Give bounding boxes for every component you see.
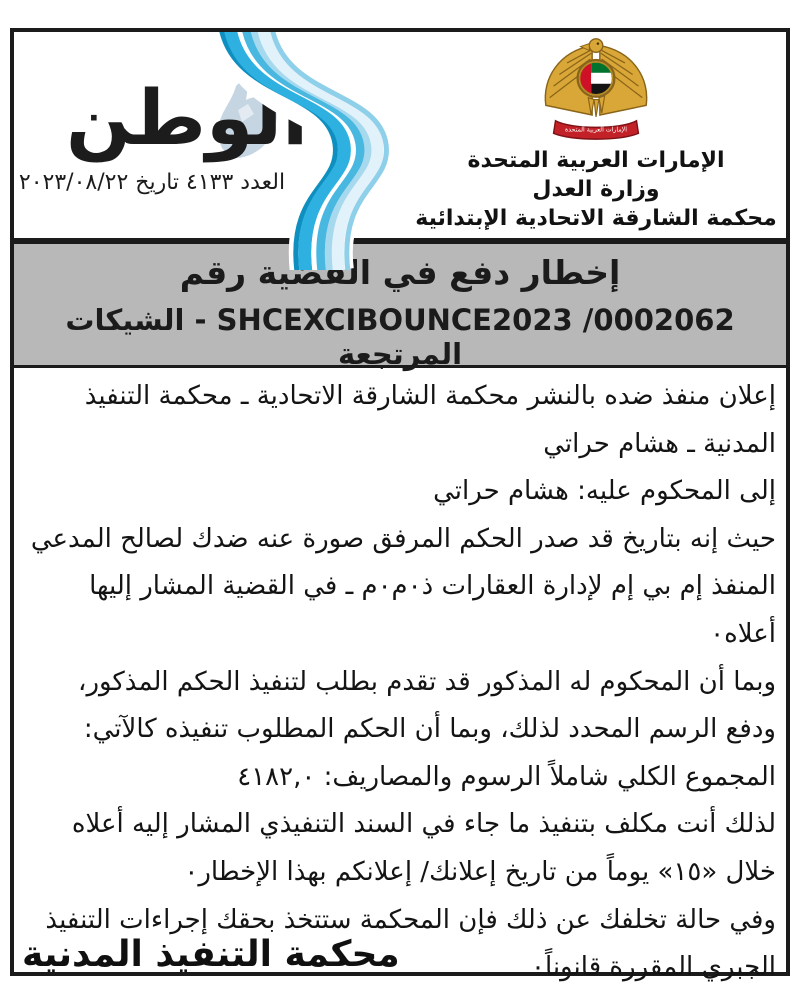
- body-line: وبما أن المحكوم له المذكور قد تقدم بطلب لتنفيذ الحكم المذكور،: [78, 666, 776, 697]
- notice-body: [22, 373, 776, 992]
- body-line: خلال «١٥» يوماً من تاريخ إعلانك/ إعلانكم بهذا الإخطار٠: [184, 856, 776, 887]
- body-line: وفي حالة تخلفك عن ذلك فإن المحكمة ستتخذ بحقك إجراءات التنفيذ: [45, 904, 776, 935]
- notice-header-band: [14, 238, 786, 371]
- authority-ministry: وزارة العدل: [532, 177, 660, 202]
- body-line: لذلك أنت مكلف بتنفيذ ما جاء في السند التنفيذي المشار إليه أعلاه: [71, 809, 776, 840]
- body-line: الجبري المقررة قانوناً٠: [531, 952, 776, 983]
- body-line: المدنية ـ هشام حراتي: [543, 428, 776, 459]
- body-line-total-amount: المجموع الكلي شاملاً الرسوم والمصاريف: ٤١٨٢,٠: [237, 761, 776, 792]
- notice-frame: [10, 28, 790, 983]
- authority-country: الإمارات العربية المتحدة: [467, 148, 725, 173]
- notice-title: إخطار دفع في القضية رقم: [179, 253, 621, 292]
- issuing-authority-block: [406, 32, 786, 233]
- newspaper-logo-alwatan: الوطن: [66, 73, 309, 162]
- uae-falcon-emblem-icon: [538, 34, 654, 142]
- body-line: إلى المحكوم عليه: هشام حراتي: [433, 476, 776, 507]
- body-line: إعلان منفذ ضده بالنشر محكمة الشارقة الاتحادية ـ محكمة التنفيذ: [84, 381, 776, 411]
- court-signature: محكمة التنفيذ المدنية: [22, 933, 400, 975]
- emblem-ribbon-text: الإمارات العربية المتحدة: [565, 126, 627, 134]
- issue-date-line: العدد ٤١٣٣ تاريخ ٢٠٢٣/٠٨/٢٢: [18, 170, 286, 195]
- masthead: [14, 32, 786, 238]
- body-line: حيث إنه بتاريخ قد صدر الحكم المرفق صورة عنه ضدك لصالح المدعي: [30, 523, 776, 554]
- case-number-line: SHCEXCIBOUNCE2023 /0002062 - الشيكات المرتجعة: [65, 303, 735, 371]
- authority-court: محكمة الشارقة الاتحادية الإبتدائية: [415, 206, 777, 231]
- body-line: ودفع الرسم المحدد لذلك، وبما أن الحكم المطلوب تنفيذه كالآتي:: [83, 714, 776, 745]
- body-line: المنفذ إم بي إم لإدارة العقارات ذ٠م٠م ـ في القضية المشار إليها أعلاه٠: [89, 571, 776, 649]
